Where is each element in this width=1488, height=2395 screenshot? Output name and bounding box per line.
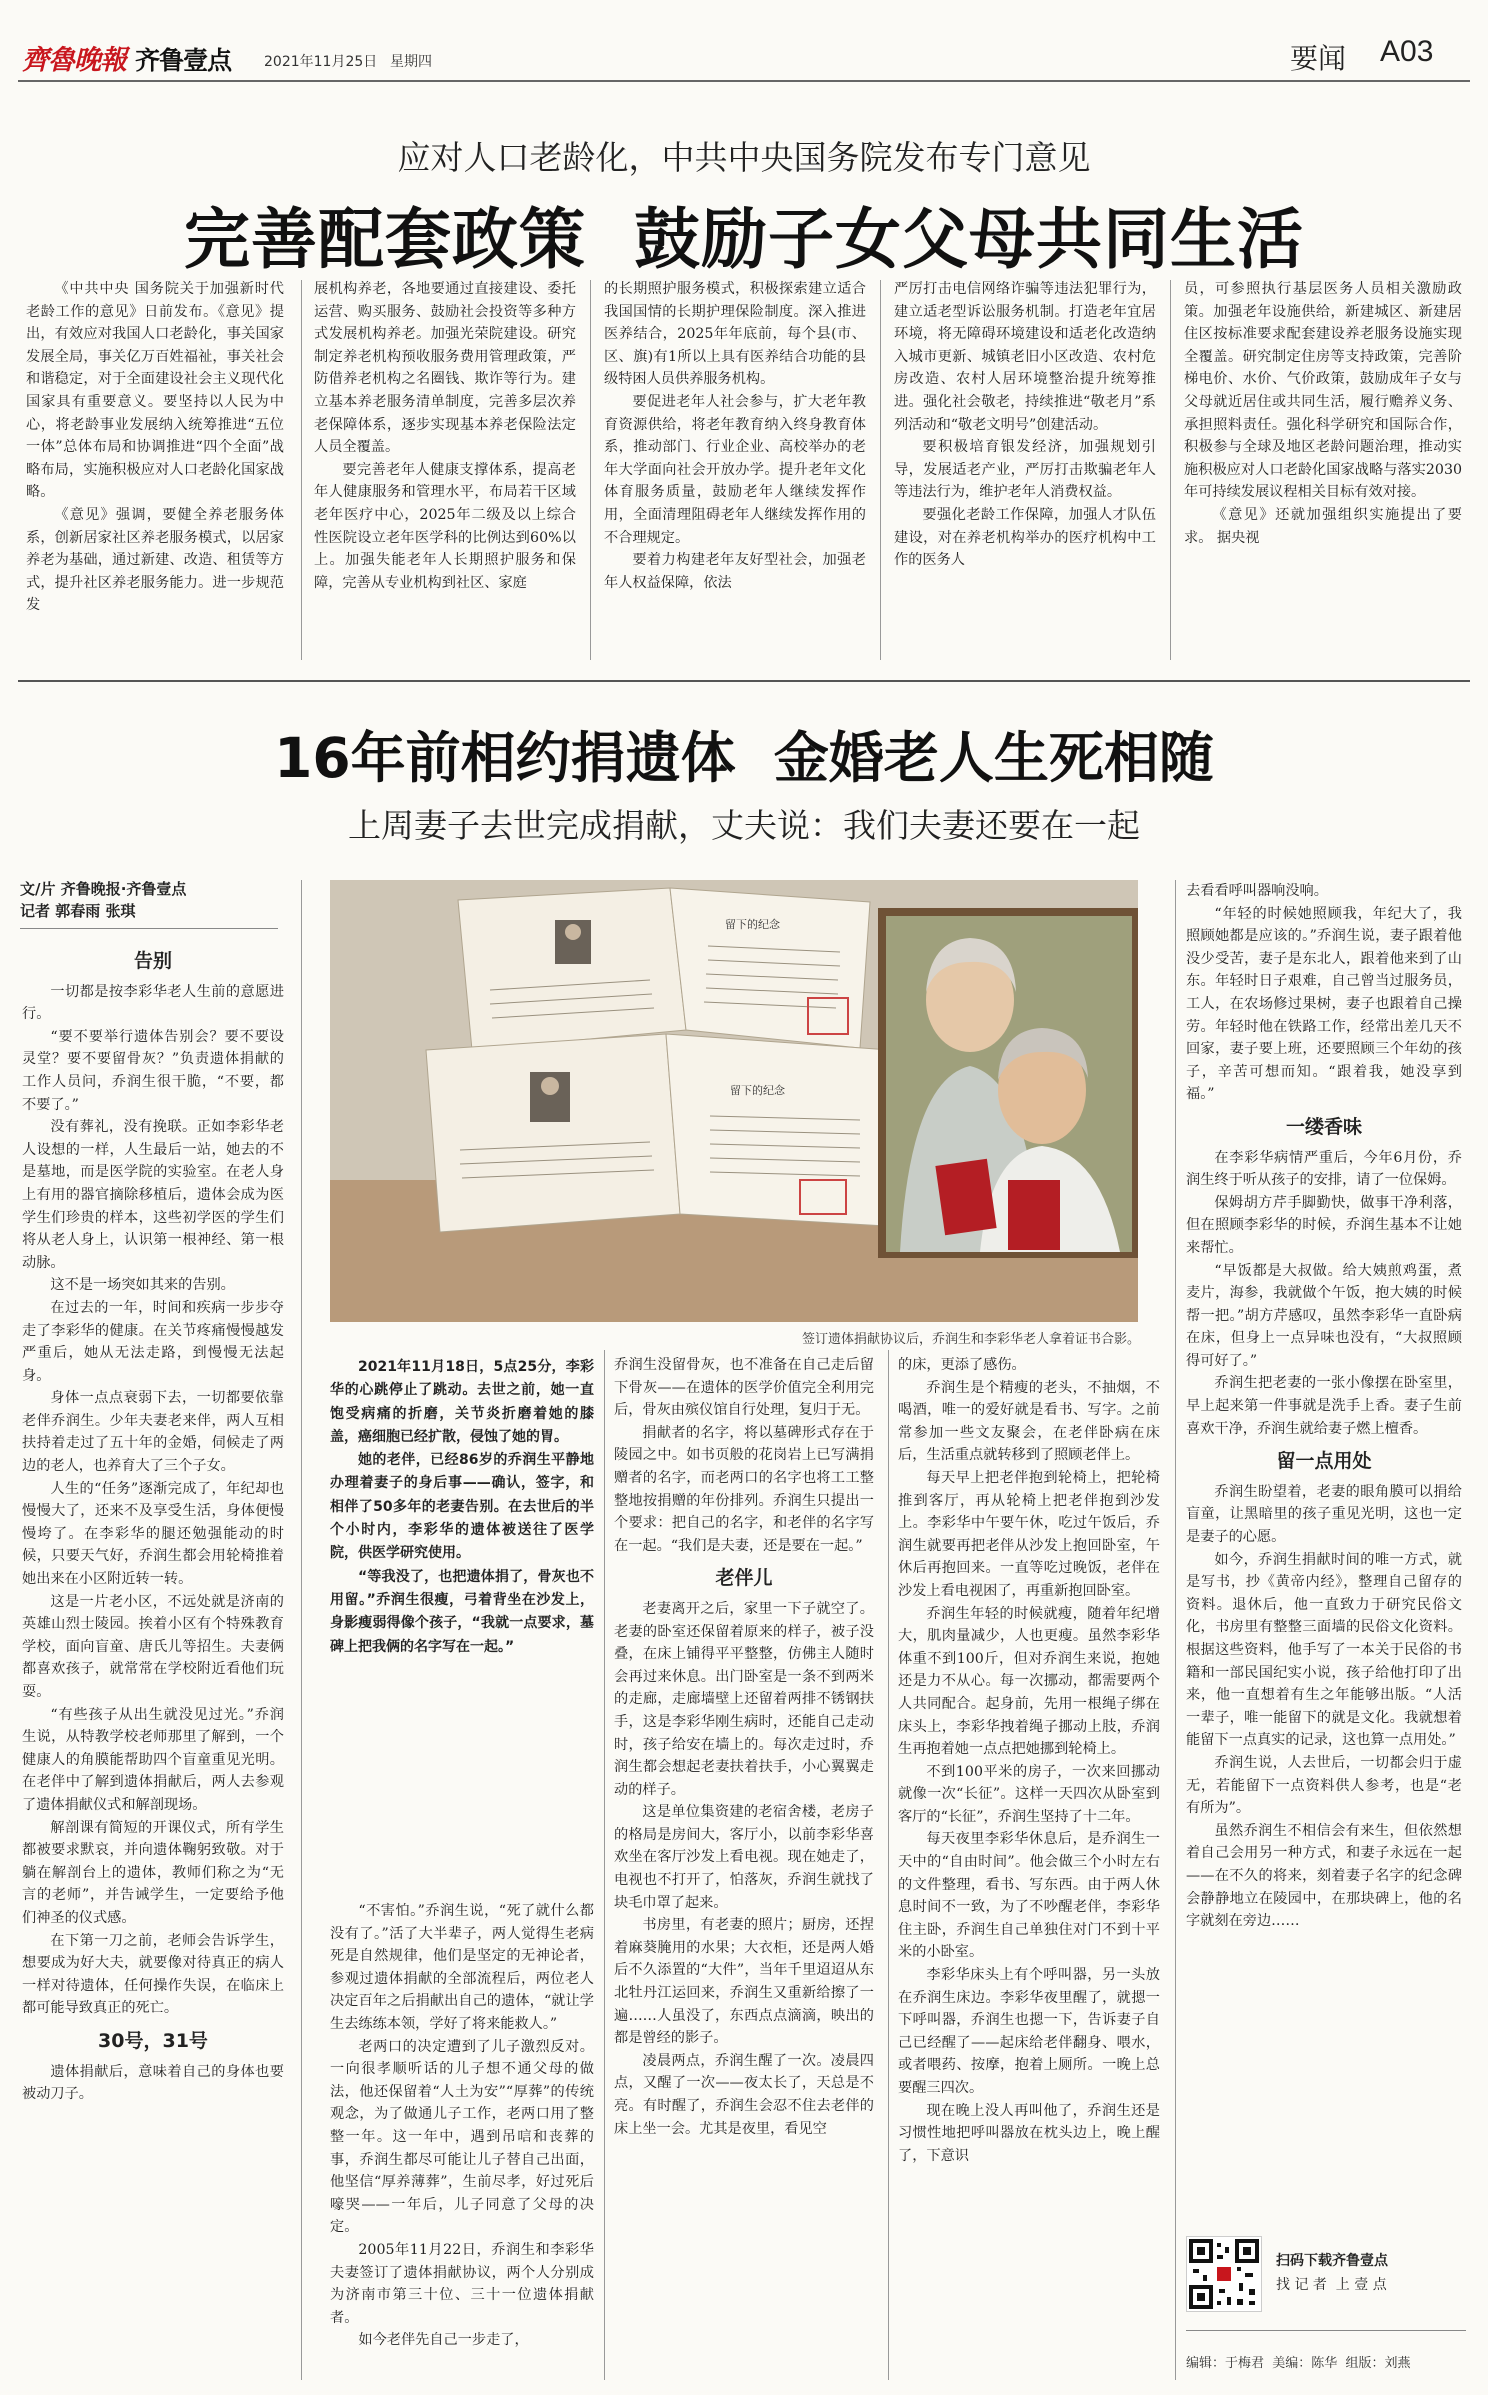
story1-paragraph: 要完善老年人健康支撑体系，提高老年人健康服务和管理水平，布局若干区域老年医疗中心，2025年二级及以上综合性医院设立老年医学科的比例达到60%以上。加强失能老年人长期照护服务和保障，完善从专业机构到社区、家庭: [314, 461, 576, 591]
story1-paragraph: 严厉打击电信网络诈骗等违法犯罪行为，建立适老型诉讼服务机制。打造老年宜居环境，将无障碍环境建设和适老化改造纳入城市更新、城镇老旧小区改造、农村危房改造、农村人居环境整治提升统筹推进。强化社会敬老，持续推进“敬老月”系列活动和“敬老文明号”创建活动。: [894, 281, 1156, 433]
page-number: A03: [1380, 35, 1434, 68]
story2-paragraph: 现在晚上没人再叫他了，乔润生还是习惯性地把呼叫器放在枕头边上，晚上醒了，下意识: [898, 2102, 1160, 2164]
section-subhead: 一缕香味: [1285, 1115, 1362, 1138]
reporter-names: 记者 郭春雨 张琪: [20, 902, 136, 920]
section-subhead: 留一点用处: [1276, 1450, 1372, 1473]
story2-paragraph: “年轻的时候她照顾我，年纪大了，我照顾她都是应该的。”乔润生说，妻子跟着他没少受苦，妻子是东北人，跟着他来到了山东。年轻时日子艰难，自己曾当过服务员，工人，在农场修过果树，妻子也跟着自己操劳。年轻时他在铁路工作，经常出差几天不回家，妻子要上班，还要照顾三个年幼的孩子，辛苦可想而知。“跟着我，她没享到福。”: [1186, 905, 1462, 1103]
story1-column-3: [604, 278, 866, 664]
story2-paragraph: 人生的“任务”逐渐完成了，年纪却也慢慢大了，还来不及享受生活，身体便慢慢垮了。在李彩华的腿还勉强能动的时候，只要天气好，乔润生都会用轮椅推着她出来在小区附近转一转。: [22, 1480, 284, 1588]
story1-paragraph: 《意见》强调，要健全养老服务体系，创新居家社区养老服务模式，以居家养老为基础，通过新建、改造、租赁等方式，提升社区养老服务能力。进一步规范发: [26, 506, 284, 614]
story1-column-5: [1184, 278, 1462, 664]
story2-paragraph: “要不要举行遗体告别会？要不要设灵堂？要不要留骨灰？”负责遗体捐献的工作人员问，乔润生很干脆，“不要，都不要了。”: [22, 1028, 284, 1113]
story1-column-2: [314, 278, 576, 664]
section-subhead: 老伴儿: [715, 1567, 773, 1590]
section-name: 要闻: [1290, 42, 1347, 75]
section-subhead: 告别: [133, 950, 172, 972]
story2-paragraph: 不到100平米的房子，一次来回挪动就像一次“长征”。这样一天四次从卧室到客厅的“长征”，乔润生坚持了十二年。: [898, 1763, 1160, 1825]
lead-paragraph: “等我没了，也把遗体捐了，骨灰也不用留。”乔润生很瘦，弓着背坐在沙发上，身影瘦弱得像个孩子，“我就一点要求，墓碑上把我俩的名字写在一起。”: [330, 1568, 594, 1655]
story2-paragraph: 虽然乔润生不相信会有来生，但依然想着自己会用另一种方式，和妻子永远在一起——在不久的将来，刻着妻子名字的纪念碑会静静地立在陵园中，在那块碑上，他的名字就刻在旁边……: [1186, 1822, 1462, 1930]
story2-paragraph: 身体一点点衰弱下去，一切都要依靠老伴乔润生。少年夫妻老来伴，两人互相扶持着走过了五十年的金婚，伺候走了两边的老人，也养育大了三个子女。: [22, 1390, 284, 1475]
framed-couple-photo: [878, 908, 1138, 1258]
story-divider: [18, 680, 1470, 682]
story2-paragraph: 去看看呼叫器响没响。: [1186, 883, 1328, 899]
column-rule: [604, 1350, 605, 2380]
story1-paragraph: 员，可参照执行基层医务人员相关激励政策。加强老年设施供给，新建城区、新建居住区按标准要求配套建设养老服务设施实现全覆盖。研究制定住房等支持政策，完善阶梯电价、水价、气价政策，鼓励成年子女与父母就近居住或共同生活，履行赡养义务、承担照料责任。强化科学研究和国际合作，积极参与全球及地区老龄问题治理，推动实施积极应对人口老龄化国家战略与落实2030年可持续发展议程相关目标有效对接。: [1184, 281, 1462, 501]
story2-column-5: [1186, 880, 1462, 2180]
story1-paragraph: 《意见》还就加强组织实施提出了要求。 据央视: [1184, 506, 1462, 546]
story2-deck: 上周妻子去世完成捐献，丈夫说：我们夫妻还要在一起: [348, 806, 1140, 845]
story2-paragraph: 保姆胡方芹手脚勤快，做事干净利落，但在照顾李彩华的时候，乔润生基本不让她来帮忙。: [1186, 1194, 1462, 1256]
story2-column-2: [330, 1900, 594, 2390]
story2-column-4: [898, 1354, 1160, 2390]
lead-box: [330, 1356, 594, 1876]
story1-headline: 完善配套政策 鼓励子女父母共同生活: [184, 200, 1304, 278]
qr-caption-reporter: 找 记 者 上 壹 点: [1276, 2277, 1387, 2293]
story2-paragraph: 每天夜里李彩华休息后，是乔润生一天中的“自由时间”。他会做三个小时左右的文件整理，看书、写东西。由于两人休息时间不一致，为了不吵醒老伴，李彩华住主卧，乔润生自己单独住对门不到十平米的小卧室。: [898, 1831, 1160, 1961]
story2-paragraph: 书房里，有老妻的照片；厨房，还捏着麻葵腌用的水果；大衣柜，还是两人婚后不久添置的“大件”，当年千里迢迢从东北牡丹江运回来，乔润生又重新给擦了一遍……人虽没了，东西点点滴滴，映出的都是曾经的影子。: [614, 1917, 874, 2047]
story2-paragraph: 解剖课有简短的开课仪式，所有学生都被要求默哀，并向遗体鞠躬致敬。对于躺在解剖台上的遗体，教师们称之为“无言的老师”，并告诫学生，一定要给予他们神圣的仪式感。: [22, 1819, 284, 1926]
story1-column-1: [26, 278, 284, 664]
story1-paragraph: 要着力构建老年友好型社会，加强老年人权益保障，依法: [604, 552, 866, 591]
story1-kicker: 应对人口老龄化，中共中央国务院发布专门意见: [397, 138, 1091, 177]
story2-paragraph: “早饭都是大叔做。给大姨煎鸡蛋，煮麦片，海参，我就做个午饭，抱大姨的时候帮一把。”胡方芹感叹，虽然李彩华一直卧病在床，但身上一点异味也没有，“大叔照顾得可好了。”: [1186, 1262, 1462, 1369]
story2-paragraph: 一切都是按李彩华老人生前的意愿进行。: [22, 983, 284, 1023]
story2-paragraph: 乔润生年轻的时候就瘦，随着年纪增大，肌肉量减少，人也更瘦。虽然李彩华体重不到100斤，但对乔润生来说，抱她还是力不从心。每一次挪动，都需要两个人共同配合。起身前，先用一根绳子绑在床头上，李彩华拽着绳子挪动上肢，乔润生再抱着她一点点把她挪到轮椅上。: [898, 1605, 1160, 1758]
story2-paragraph: 乔润生说，人去世后，一切都会归于虚无，若能留下一点资料供人参考，也是“老有所为”。: [1186, 1754, 1462, 1817]
story1-paragraph: 要积极培育银发经济，加强规划引导，发展适老产业，严厉打击欺骗老年人等违法行为，维护老年人消费权益。: [894, 439, 1156, 501]
qr-caption-download: 扫码下载齐鲁壹点: [1276, 2253, 1388, 2269]
story2-paragraph: 乔润生是个精瘦的老头，不抽烟，不喝酒，唯一的爱好就是看书、写字。之前常参加一些文友聚会，在老伴卧病在床后，生活重点就转移到了照顾老伴上。: [898, 1379, 1160, 1464]
story2-column-1: [22, 940, 284, 2390]
column-rule: [301, 280, 302, 660]
logo-black-text: 齐鲁壹点: [135, 46, 232, 75]
photo-illustration: [330, 880, 1138, 1322]
newspaper-logo: [22, 38, 232, 76]
story2-paragraph: 李彩华床头上有个呼叫器，另一头放在乔润生床边。李彩华夜里醒了，就摁一下呼叫器，乔润生也摁一下，告诉妻子自己已经醒了——起床给老伴翻身、喂水，或者喂药、按摩，抱着上厕所。一晚上总要醒三四次。: [898, 1967, 1160, 2096]
certificate-book-bottom: [426, 1034, 890, 1232]
story1-paragraph: 《中共中央 国务院关于加强新时代老龄工作的意见》日前发布。《意见》提出，有效应对我国人口老龄化，事关国家发展全局，事关亿万百姓福祉，事关社会和谐稳定，对于全面建设社会主义现代化国家具有重要意义。要坚持以人民为中心，将老龄事业发展纳入统筹推进“五位一体”总体布局和协调推进“四个全面”战略布局，实施积极应对人口老龄化国家战略。: [26, 281, 284, 501]
story2-paragraph: 遗体捐献后，意味着自己的身体也要被动刀子。: [22, 2063, 284, 2103]
story2-paragraph: 乔润生盼望着，老妻的眼角膜可以捐给盲童，让黑暗里的孩子重见光明，这也一定是妻子的心愿。: [1186, 1483, 1462, 1546]
column-rule: [880, 280, 881, 660]
qr-code-icon: [1187, 2237, 1261, 2311]
issue-weekday: 星期四: [390, 54, 432, 70]
story2-paragraph: 在过去的一年，时间和疾病一步步夺走了李彩华的健康。在关节疼痛慢慢越发严重后，她从无法走路，到慢慢无法起身。: [22, 1299, 284, 1384]
story2-paragraph: 如今老伴先自己一步走了，: [358, 2332, 529, 2349]
story2-paragraph: 2005年11月22日，乔润生和李彩华夫妻签订了遗体捐献协议，两个人分别成为济南市第三十位、三十一位遗体捐献者。: [330, 2241, 594, 2326]
column-rule: [1175, 880, 1176, 2380]
story1-paragraph: 要强化老龄工作保障，加强人才队伍建设，对在养老机构举办的医疗机构中工作的医务人: [894, 506, 1156, 569]
story1-column-4: [894, 278, 1156, 664]
story2-paragraph: “有些孩子从出生就没见过光。”乔润生说，从特教学校老师那里了解到，一个健康人的角膜能帮助四个盲童重见光明。在老伴中了解到遗体捐献后，两人去参观了遗体捐献仪式和解剖现场。: [22, 1706, 284, 1813]
story2-paragraph: 捐献者的名字，将以墓碑形式存在于陵园之中。如书页般的花岗岩上已写满捐赠者的名字，而老两口的名字也将工工整整地按捐赠的年份排列。乔润生只提出一个要求：把自己的名字，和老伴的名字写在一起。“我们是夫妻，还是要在一起。”: [614, 1424, 874, 1554]
story2-paragraph: 凌晨两点，乔润生醒了一次。凌晨四点，又醒了一次——夜太长了，天总是不亮。有时醒了，乔润生会忍不住去老伴的床上坐一会。尤其是夜里，看见空: [614, 2052, 874, 2137]
story2-paragraph: 没有葬礼，没有挽联。正如李彩华老人设想的一样，人生最后一站，她去的不是墓地，而是医学院的实验室。在老人身上有用的器官摘除移植后，遗体会成为医学生们珍贵的样本，这些初学医的学生们将从老人身上，认识第一根神经、第一根动脉。: [22, 1119, 284, 1271]
column-rule: [301, 880, 302, 2380]
logo-red-text: 齊魯晚報: [22, 45, 126, 76]
column-rule: [1170, 280, 1171, 660]
qr-block: [1186, 2236, 1468, 2316]
qr-code[interactable]: [1186, 2236, 1262, 2312]
story2-paragraph: 这是单位集资建的老宿舍楼，老房子的格局是房间大，客厅小，以前李彩华喜欢坐在客厅沙发上看电视。现在她走了，电视也不打开了，怕落灰，乔润生就找了块毛巾罩了起来。: [614, 1804, 874, 1911]
story2-paragraph: 每天早上把老伴抱到轮椅上，把轮椅推到客厅，再从轮椅上把老伴抱到沙发上。李彩华中午要午休，吃过午饭后，乔润生就要再把老伴从沙发上抱回卧室，午休后再抱回来。一直等吃过晚饭，老伴在沙发上看电视困了，再重新抱回卧室。: [898, 1469, 1160, 1599]
photo-caption: 签订遗体捐献协议后，乔润生和李彩华老人拿着证书合影。: [801, 1332, 1140, 1347]
story2-paragraph: 的床，更添了感伤。: [898, 1357, 1026, 1373]
story2-paragraph: 如今，乔润生捐献时间的唯一方式，就是写书，抄《黄帝内经》，整理自己留存的资料。退休后，他一直致力于研究民俗文化，书房里有整整三面墙的民俗文化资料。根据这些资料，他手写了一本关于民俗的书籍和一部民国纪实小说，孩子给他打印了出来，他一直想着有生之年能够出版。“人活一辈子，唯一能留下的就是文化。我就想着能留下一点真实的记录，这也算一点用处。”: [1186, 1551, 1462, 1749]
issue-date: 2021年11月25日: [264, 54, 378, 70]
lead-paragraph: 她的老伴，已经86岁的乔润生平静地办理着妻子的身后事——确认，签字，和相伴了50多年的老妻告别。在去世后的半个小时内，李彩华的遗体被送往了医学院，供医学研究使用。: [330, 1452, 594, 1562]
editor-credits: 编辑：于梅君 美编：陈华 组版：刘燕: [1186, 2356, 1411, 2371]
story2-paragraph: 乔润生把老妻的一张小像摆在卧室里，早上起来第一件事就是洗手上香。妻子生前喜欢干净，乔润生就给妻子燃上檀香。: [1186, 1375, 1462, 1437]
story1-paragraph: 展机构养老，各地要通过直接建设、委托运营、购买服务、鼓励社会投资等多种方式发展机构养老。加强光荣院建设。研究制定养老机构预收服务费用管理政策，严防借养老机构之名圈钱、欺诈等行为。建立基本养老服务清单制度，完善多层次养老保障体系，逐步实现基本养老保险法定人员全覆盖。: [314, 281, 576, 456]
certificate-book-top: [458, 888, 870, 1050]
story2-paragraph: 这不是一场突如其来的告别。: [50, 1277, 235, 1294]
story1-paragraph: 要促进老年人社会参与，扩大老年教育资源供给，将老年教育纳入终身教育体系，推动部门、行业企业、高校举办的老年大学面向社会开放办学。提升老年文化体育服务质量，鼓励老年人继续发挥作用，全面清理阻碍老年人继续发挥作用的不合理规定。: [604, 393, 866, 546]
story2-paragraph: “不害怕。”乔润生说，“死了就什么都没有了。”活了大半辈子，两人觉得生老病死是自然规律，他们是坚定的无神论者，参观过遗体捐献的全部流程后，两位老人决定百年之后捐献出自己的遗体，“就让学生去练练本领，学好了将来能救人。”: [330, 1903, 594, 2032]
column-rule: [888, 1350, 889, 2380]
story1-paragraph: 的长期照护服务模式，积极探索建立适合我国国情的长期护理保险制度。深入推进医养结合，2025年年底前，每个县(市、区、旗)有1所以上具有医养结合功能的县级特困人员供养服务机构。: [604, 281, 866, 388]
byline: [20, 878, 282, 922]
column-rule: [590, 280, 591, 660]
story2-paragraph: 在下第一刀之前，老师会告诉学生，想要成为好大夫，就要像对待真正的病人一样对待遗体，任何操作失误，在临床上都可能导致真正的死亡。: [22, 1932, 284, 2017]
story2-paragraph: 老妻离开之后，家里一下子就空了。老妻的卧室还保留着原来的样子，被子没叠，在床上铺得平平整整，仿佛主人随时会再过来休息。出门卧室是一条不到两米的走廊，走廊墙壁上还留着两排不锈钢扶手，这是李彩华刚生病时，还能自己走动时，孩子给安在墙上的。每次走过时，乔润生都会想起老妻扶着扶手，小心翼翼走动的样子。: [614, 1600, 874, 1798]
news-photo: [330, 880, 1138, 1322]
story2-paragraph: 在李彩华病情严重后，今年6月份，乔润生终于听从孩子的安排，请了一位保姆。: [1186, 1149, 1462, 1189]
story2-headline: 16年前相约捐遗体 金婚老人生死相随: [274, 726, 1214, 790]
footer-rule: [1186, 2330, 1466, 2331]
svg-text:留下的纪念: 留下的纪念: [730, 1084, 785, 1097]
section-subhead: 30号，31号: [98, 2029, 208, 2052]
byline-text: 文/片 齐鲁晚报·齐鲁壹点: [20, 880, 187, 898]
svg-text:留下的纪念: 留下的纪念: [725, 918, 780, 931]
masthead-rule: [18, 80, 1470, 82]
byline-rule: [20, 928, 278, 929]
story2-paragraph: 老两口的决定遭到了儿子激烈反对。一向很孝顺听话的儿子想不通父母的做法，他还保留着“人土为安”“厚葬”的传统观念，为了做通儿子工作，老两口用了整整一年。这一年中，遇到吊唁和丧葬的事，乔润生都尽可能让儿子替自己出面，他坚信“厚养薄葬”，生前尽孝，好过死后嚎哭——一年后，儿子同意了父母的决定。: [330, 2038, 594, 2236]
story2-paragraph: 这是一片老小区，不远处就是济南的英雄山烈士陵园。挨着小区有个特殊教育学校，面向盲童、唐氏儿等招生。夫妻俩都喜欢孩子，就常常在学校附近看他们玩耍。: [22, 1593, 284, 1700]
masthead: [0, 0, 1488, 80]
story2-column-3: [614, 1354, 874, 2390]
lead-paragraph: 2021年11月18日，5点25分，李彩华的心跳停止了跳动。去世之前，她一直饱受病痛的折磨，关节炎折磨着她的膝盖，癌细胞已经扩散，侵蚀了她的胃。: [330, 1359, 594, 1445]
story2-paragraph: 乔润生没留骨灰，也不准备在自己走后留下骨灰——在遗体的医学价值完全利用完后，骨灰由殡仪馆自行处理，复归于无。: [614, 1357, 874, 1419]
